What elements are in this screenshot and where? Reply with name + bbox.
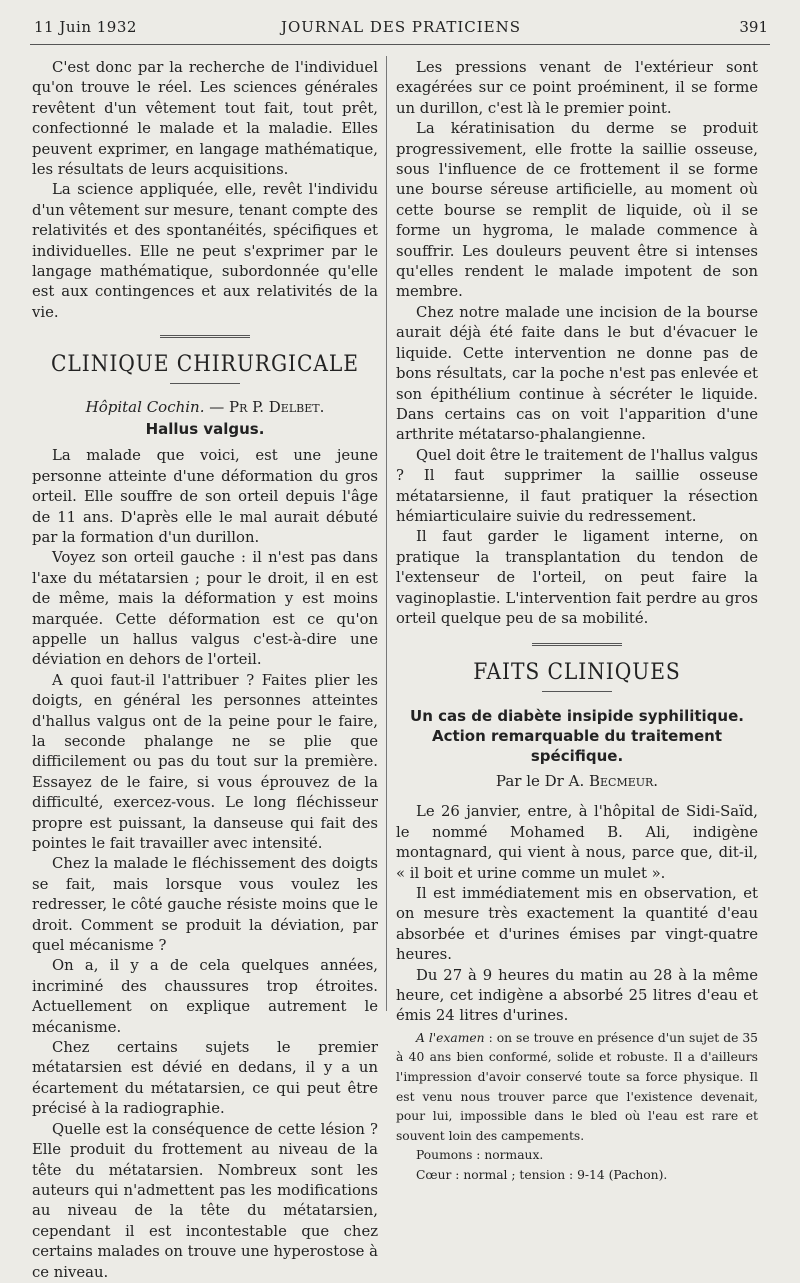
paragraph: Du 27 à 9 heures du matin au 28 à la même heure, cet indigène a absorbé 25 litres d'eau et émis 24 litres d'urines. (396, 966, 758, 1025)
right-column (396, 58, 758, 1186)
byline-author: Pr P. Delbet. (229, 398, 325, 417)
exam-text: : on se trouve en présence d'un sujet de 35 à 40 ans bien conformé, solide et robuste. Il a d'ailleurs l'impression d'avoir conservé toute sa force physique. Il est venu nous trouver parce que l'existence devenait, pour lui, impossible dans le bled où l'eau est rare et souvent loin des campements. (396, 1030, 758, 1143)
left-column (32, 58, 378, 1283)
article-title (396, 706, 758, 766)
exam-paragraph (396, 1029, 758, 1147)
paragraph: La malade que voici, est une jeune personne atteinte d'une déformation du gros orteil. Elle souffre de son orteil depuis l'âge de 11 ans. D'après elle le mal aurait débuté par la formation d'un durillon. (32, 447, 378, 546)
exam-label: A l'examen (416, 1030, 485, 1045)
article-title-hallus-valgus: Hallus valgus. (145, 420, 265, 439)
journal-title: JOURNAL DES PRATICIENS (280, 18, 522, 36)
section-separator (532, 643, 622, 646)
paragraph: La kératinisation du derme se produit progressivement, elle frotte la saillie osseuse, sous l'influence de ce frottement il se forme une bourse séreuse artificielle, au moment où cette bourse se remplit de liquide, où il se forme un hygroma, le malade commence à souffrir. Les douleurs peuvent être si intenses qu'elles rendent le malade impotent de son membre. (396, 120, 758, 301)
section-title-faits-cliniques: FAITS CLINIQUES (473, 660, 681, 686)
paragraph: A quoi faut-il l'attribuer ? Faites plier les doigts, en général les personnes atteintes d'hallus valgus ont de la peine pour le faire, la seconde phalange ne se plie que difficilement ou pas du tout sur la première. Essayez de le faire, si vous éprouvez de la difficulté, exercez-vous. Le long fléchisseur propre est puissant, la danseuse qui fait des pointes le fait travailler avec intensité. (32, 671, 378, 852)
paragraph: Chez la malade le fléchissement des doigts se fait, mais lorsque vous voulez les redresser, le côté gauche résiste moins que le droit. Comment se produit la déviation, par quel mécanisme ? (32, 855, 378, 955)
paragraph: Quel doit être le traitement de l'hallus valgus ? Il faut supprimer la saillie osseuse métatarsienne, il faut pratiquer la résection hémiarticulaire suivie du redressement. (396, 446, 758, 525)
paragraph: Quelle est la conséquence de cette lésion ? Elle produit du frottement au niveau de la tête du métatarsien. Nombreux sont les auteurs qui n'admettent pas les modifications au niveau de la tête du métatarsien, cependant il est incontestable que chez certains malades on trouve une hyperostose à ce niveau. (32, 1120, 378, 1281)
paragraph: On a, il y a de cela quelques années, incriminé des chaussures trop étroites. Actuellement on explique autrement le mécanisme. (32, 957, 378, 1036)
paragraph: La science appliquée, elle, revêt l'individu d'un vêtement sur mesure, tenant compte des relativités et des spontanéités, spécifiques et individuelles. Elle ne peut s'exprimer par le langage mathématique, subordonnée qu'elle est aux contingences et aux relativités de la vie. (32, 181, 378, 321)
byline (32, 398, 378, 416)
article-title-line-1: Un cas de diabète insipide syphilitique. (410, 707, 744, 726)
byline-place: Hôpital Cochin. (85, 398, 205, 417)
title-rule (170, 383, 240, 384)
page-header (34, 18, 768, 40)
byline (396, 772, 758, 790)
byline-author: A. Becmeur. (568, 772, 659, 791)
section-title-clinique-chirurgicale: CLINIQUE CHIRURGICALE (51, 352, 359, 378)
header-rule (30, 44, 770, 45)
issue-date: 11 Juin 1932 (34, 18, 137, 36)
paragraph: Il est immédiatement mis en observation, et on mesure très exactement la quantité d'eau absorbée et d'urines émises par vingt-quatre heures. (396, 885, 758, 964)
paragraph: C'est donc par la recherche de l'individuel qu'on trouve le réel. Les sciences générales revêtent d'un vêtement tout fait, tout prêt, confectionné le malade et la maladie. Elles peuvent exprimer, en langage mathématique, les résultats de leurs acquisitions. (32, 59, 378, 179)
paragraph: Il faut garder le ligament interne, on pratique la transplantation du tendon de l'extenseur de l'orteil, on peut faire la vaginoplastie. L'intervention fait perdre au gros orteil quelque peu de sa mobilité. (396, 528, 758, 627)
paragraph: Les pressions venant de l'extérieur sont exagérées sur ce point proéminent, il se forme un durillon, c'est là le premier point. (396, 59, 758, 117)
byline-prefix: Par le Dr (495, 772, 569, 791)
column-divider (386, 56, 387, 1011)
coeur-line: Cœur : normal ; tension : 9-14 (Pachon). (416, 1168, 668, 1182)
paragraph: Chez certains sujets le premier métatarsien est dévié en dedans, il y a un écartement du métatarsien, ce qui peut être précisé à la radiographie. (32, 1039, 378, 1118)
exam-notes (396, 1029, 758, 1186)
byline-separator: — (204, 398, 230, 417)
page-number: 391 (739, 18, 768, 36)
title-rule (542, 691, 612, 692)
section-separator (160, 335, 250, 338)
poumons-line: Poumons : normaux. (416, 1148, 544, 1163)
paragraph: Le 26 janvier, entre, à l'hôpital de Sidi-Saïd, le nommé Mohamed B. Ali, indigène montagnard, qui vient à nous, parce que, dit-il, « il boit et urine comme un mulet ». (396, 803, 758, 882)
paragraph: Voyez son orteil gauche : il n'est pas dans l'axe du métatarsien ; pour le droit, il en est de même, mais la déformation y est moins marquée. Cette déformation est ce qu'on appelle un hallus valgus c'est-à-dire une déviation en dehors de l'orteil. (32, 549, 378, 669)
paragraph: Chez notre malade une incision de la bourse aurait déjà été faite dans le but d'évacuer le liquide. Cette intervention ne donne pas de bons résultats, car la poche n'est pas enlevée et son épithélium continue à sécréter le liquide. Dans certains cas on voit l'apparition d'une arthrite métatarso-phalangienne. (396, 303, 758, 444)
article-title-line-2: Action remarquable du traitement spécifique. (431, 727, 723, 766)
